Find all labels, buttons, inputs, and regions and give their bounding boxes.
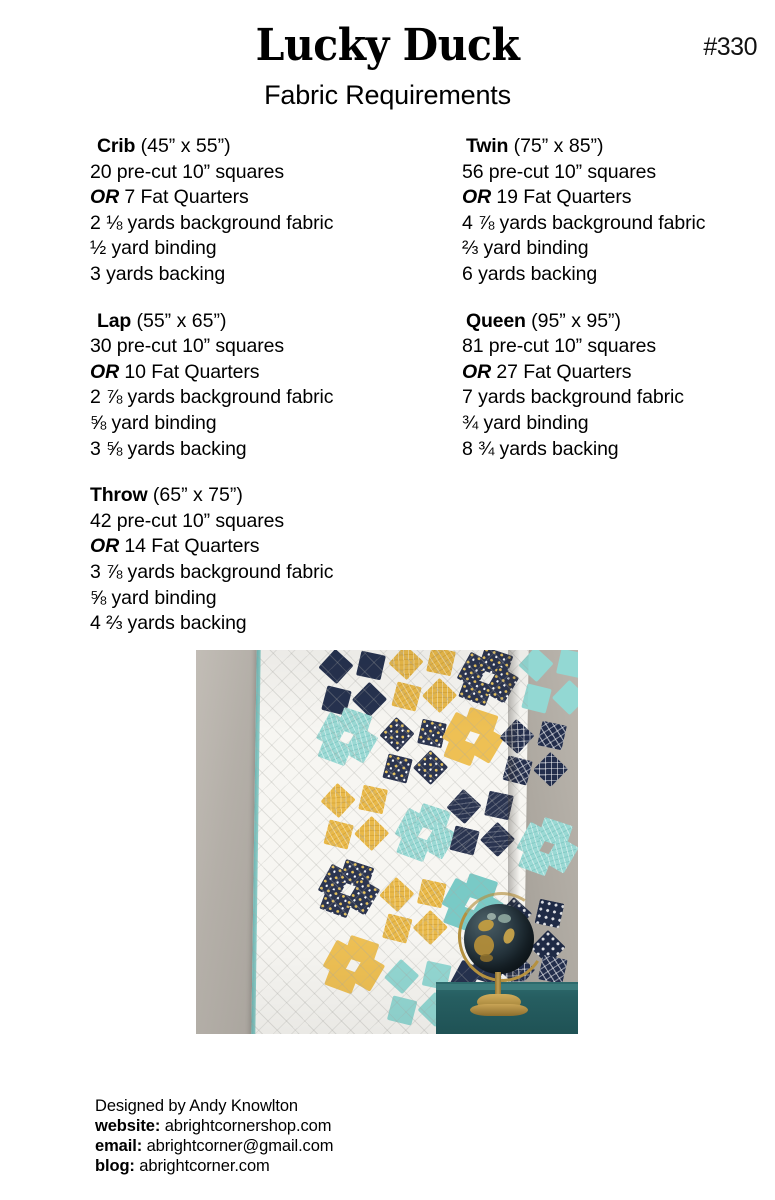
quilt-block	[383, 720, 446, 782]
quilt-block-piece	[387, 995, 418, 1025]
requirement-line: 3 ⅞ yards background fabric	[90, 560, 334, 583]
document-header	[0, 0, 775, 125]
website-value[interactable]: abrightcornershop.com	[160, 1117, 332, 1135]
requirement-line: 81 pre-cut 10” squares	[462, 335, 656, 358]
requirement-line: 20 pre-cut 10” squares	[90, 160, 284, 183]
size-heading	[462, 134, 772, 160]
email-value[interactable]: abrightcorner@gmail.com	[142, 1137, 334, 1155]
size-name: Queen	[466, 309, 526, 332]
size-block-throw	[90, 483, 440, 637]
requirement-line: 30 pre-cut 10” squares	[90, 335, 284, 358]
quilt-block-piece	[446, 789, 481, 824]
quilt-block-piece	[356, 651, 386, 681]
size-heading	[90, 309, 440, 335]
size-block-lap	[90, 309, 440, 463]
size-block-crib	[90, 134, 440, 288]
requirement-line: ¾ yard binding	[462, 411, 589, 434]
designer-credit: Designed by Andy Knowlton	[95, 1097, 298, 1115]
blog-line	[95, 1156, 595, 1176]
quilt-photograph	[196, 650, 578, 1034]
size-heading	[462, 309, 772, 335]
quilt-block-piece	[552, 680, 578, 715]
quilt-block-piece	[323, 819, 354, 849]
quilt-block	[522, 650, 578, 712]
email-label: email:	[95, 1137, 143, 1155]
quilt-block	[450, 792, 513, 854]
size-name: Lap	[97, 309, 132, 332]
or-keyword: OR	[90, 186, 120, 209]
or-keyword: OR	[90, 360, 120, 383]
requirement-line	[90, 360, 440, 386]
requirement-line: 8 ¾ yards backing	[462, 437, 619, 460]
quilt-block	[322, 652, 385, 714]
requirement-line: 2 ⅞ yards background fabric	[90, 386, 334, 409]
quilt-block-piece	[426, 650, 456, 676]
size-name: Crib	[97, 135, 136, 157]
quilt-block-piece	[556, 650, 578, 678]
requirement-line: 3 yards backing	[90, 262, 226, 285]
quilt-block	[324, 786, 387, 848]
requirement-line	[462, 360, 772, 386]
requirement-text: 19 Fat Quarters	[491, 186, 632, 209]
quilt-block	[317, 858, 380, 920]
requirement-line: ⅝ yard binding	[90, 411, 217, 434]
document-footer	[95, 1096, 595, 1176]
quilt-block-piece	[538, 955, 568, 985]
requirement-line: 7 yards background fabric	[462, 386, 684, 409]
requirement-line: 56 pre-cut 10” squares	[462, 160, 656, 183]
requirement-line: 3 ⅝ yards backing	[90, 437, 247, 460]
size-name: Twin	[466, 135, 509, 157]
size-name: Throw	[90, 484, 148, 507]
quilt-block-piece	[449, 825, 480, 855]
requirements-column-right	[462, 134, 772, 483]
requirement-line: 2 ⅛ yards background fabric	[90, 211, 334, 234]
quilt-block	[322, 934, 385, 996]
requirement-line	[90, 534, 440, 560]
requirements-column-left	[90, 134, 440, 658]
quilt-block-piece	[318, 650, 353, 684]
quilt-block-piece	[518, 650, 553, 682]
wall-left	[196, 650, 260, 1034]
size-dimensions: (45” x 55”)	[135, 135, 231, 157]
quilt-block-piece	[521, 683, 552, 713]
or-keyword: OR	[90, 535, 120, 558]
or-keyword: OR	[462, 360, 492, 383]
page-subtitle: Fabric Requirements	[264, 80, 511, 110]
quilt-block-piece	[382, 753, 413, 783]
requirement-line: ⅔ yard binding	[462, 237, 589, 260]
quilt-block-piece	[379, 877, 414, 912]
size-dimensions: (75” x 85”)	[508, 135, 604, 157]
quilt-block-piece	[388, 650, 423, 680]
globe-sphere	[464, 904, 534, 974]
quilt-block	[394, 802, 457, 864]
website-label: website:	[95, 1117, 161, 1135]
requirement-line: 42 pre-cut 10” squares	[90, 509, 284, 532]
requirement-text: 27 Fat Quarters	[491, 360, 632, 383]
size-dimensions: (55” x 65”)	[131, 309, 227, 332]
blog-value[interactable]: abrightcorner.com	[134, 1157, 270, 1175]
requirement-line: 4 ⅔ yards backing	[90, 612, 247, 635]
requirement-line	[90, 185, 440, 211]
requirement-text: 10 Fat Quarters	[119, 360, 260, 383]
quilt-block-piece	[358, 785, 388, 815]
quilt-block-piece	[384, 959, 419, 994]
fabric-requirements-section	[0, 134, 775, 644]
quilt-block-piece	[379, 717, 414, 752]
quilt-block-piece	[391, 681, 422, 711]
size-heading	[90, 483, 440, 509]
requirement-line: 4 ⅞ yards background fabric	[462, 211, 706, 234]
size-dimensions: (95” x 95”)	[525, 309, 622, 332]
blog-label: blog:	[95, 1157, 135, 1175]
quilt-block-piece	[382, 913, 413, 943]
or-keyword: OR	[462, 186, 492, 209]
quilt-block	[441, 706, 504, 768]
quilt-block-piece	[354, 816, 389, 851]
size-block-twin	[462, 134, 772, 288]
pattern-number: #330	[703, 33, 757, 61]
requirement-line: ⅝ yard binding	[90, 586, 217, 609]
requirement-line: ½ yard binding	[90, 237, 217, 260]
size-heading	[90, 134, 440, 160]
page-title: Lucky Duck	[255, 20, 520, 71]
requirement-text: 7 Fat Quarters	[119, 186, 249, 209]
size-block-queen	[462, 309, 772, 463]
website-line	[95, 1116, 595, 1136]
quilt-block-piece	[533, 752, 568, 787]
quilt-block	[516, 816, 578, 878]
quilt-block-piece	[320, 783, 355, 818]
side-table-edge	[436, 984, 578, 990]
quilt-block	[392, 650, 455, 710]
quilt-block-piece	[537, 721, 567, 751]
requirement-text: 14 Fat Quarters	[119, 535, 260, 558]
email-line	[95, 1136, 595, 1156]
size-dimensions: (65” x 75”)	[147, 484, 243, 507]
globe-base-lower	[470, 1004, 528, 1016]
requirement-line	[462, 185, 772, 211]
requirement-line: 6 yards backing	[462, 262, 598, 285]
quilt-block	[315, 706, 378, 768]
quilt-block	[383, 880, 446, 942]
